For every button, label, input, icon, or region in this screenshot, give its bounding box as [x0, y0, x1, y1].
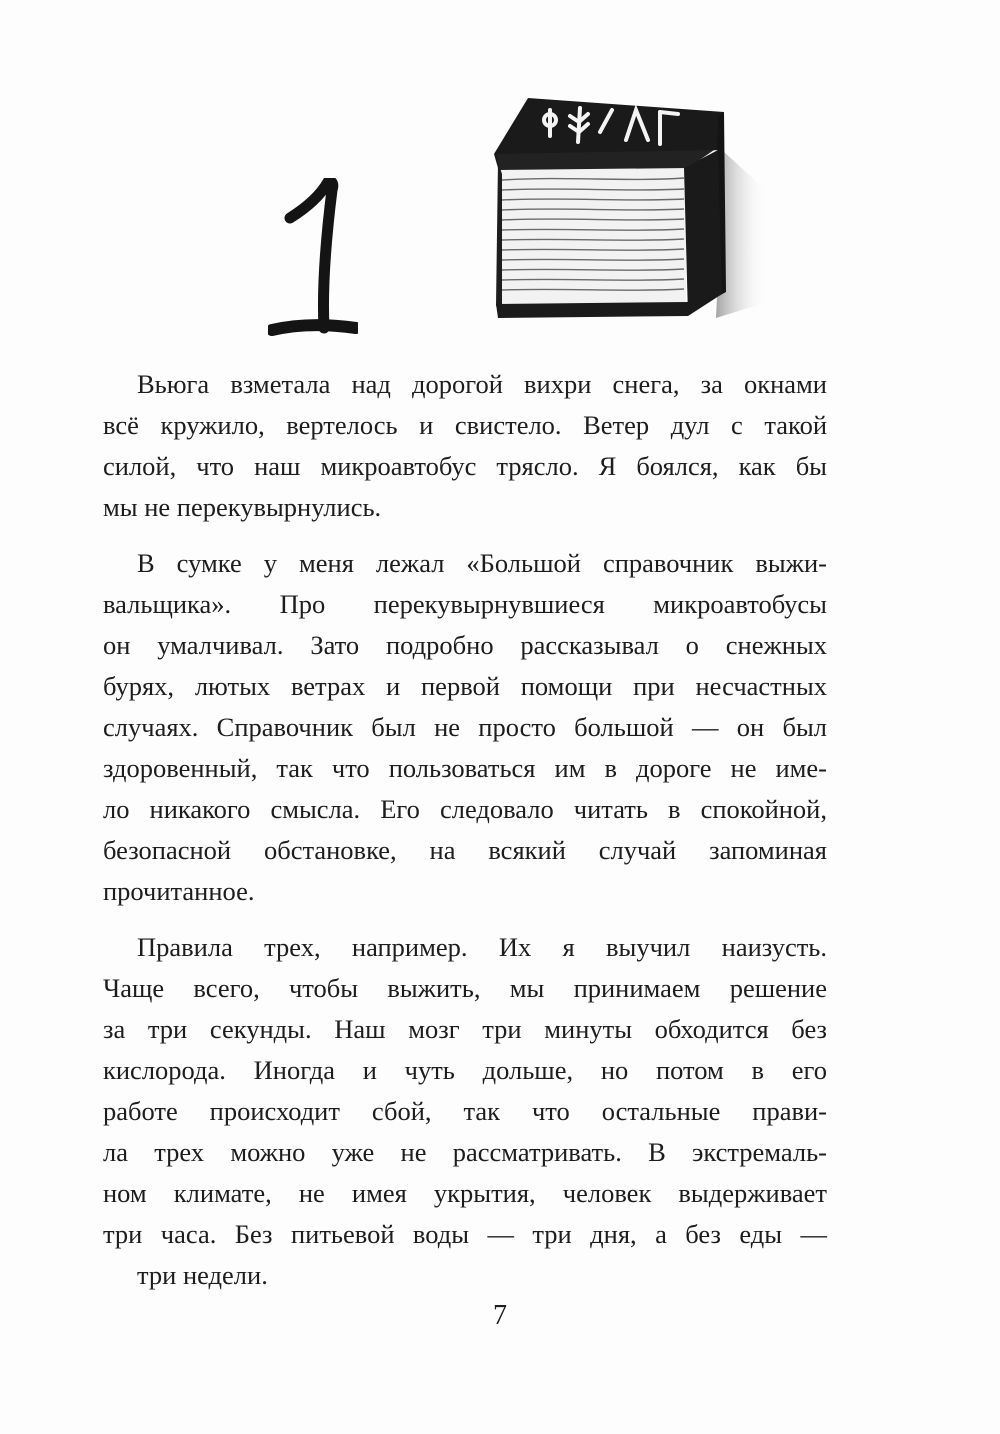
text-line: кислорода. Иногда и чуть дольше, но потом в его — [103, 1055, 827, 1085]
chapter-number-one-icon — [268, 178, 358, 338]
text-line: силой, что наш микроавтобус трясло. Я боялся, как бы — [103, 451, 827, 481]
text-line: работе происходит сбой, так что остальные прави- — [103, 1096, 827, 1126]
text-line: здоровенный, так что пользоваться им в дороге не име- — [103, 753, 827, 783]
text-line: ном климате, не имея укрытия, человек выдерживает — [103, 1178, 827, 1208]
text-line: Вьюга взметала над дорогой вихри снега, за окнами — [137, 369, 827, 399]
text-line: ло никакого смысла. Его следовало читать в спокойной, — [103, 794, 827, 824]
chapter-text — [103, 364, 827, 1296]
text-line: ла трех можно уже не рассматривать. В экстремаль- — [103, 1137, 827, 1167]
page-number: 7 — [493, 1300, 507, 1331]
text-line: безопасной обстановке, на всякий случай запоминая — [103, 835, 827, 865]
text-line: В сумке у меня лежал «Большой справочник выжи- — [137, 548, 827, 578]
text-line: прочитанное. — [103, 876, 255, 906]
text-line: всё кружило, вертелось и свистело. Ветер дул с такой — [103, 410, 827, 440]
book-with-runes-icon — [488, 92, 768, 328]
text-line: он умалчивал. Зато подробно рассказывал о снежных — [103, 630, 827, 660]
text-line: за три секунды. Наш мозг три минуты обходится без — [103, 1014, 827, 1044]
text-line: Чаще всего, чтобы выжить, мы принимаем решение — [103, 973, 827, 1003]
text-line: случаях. Справочник был не просто большой — он был — [103, 712, 827, 742]
text-line: бурях, лютых ветрах и первой помощи при несчастных — [103, 671, 827, 701]
text-line: вальщика». Про перекувырнувшиеся микроавтобусы — [103, 589, 827, 619]
text-line: три часа. Без питьевой воды — три дня, а без еды — — [103, 1219, 827, 1249]
text-line: Правила трех, например. Их я выучил наизусть. — [137, 932, 827, 962]
text-line: мы не перекувырнулись. — [103, 492, 382, 522]
text-line: три недели. — [137, 1260, 268, 1290]
